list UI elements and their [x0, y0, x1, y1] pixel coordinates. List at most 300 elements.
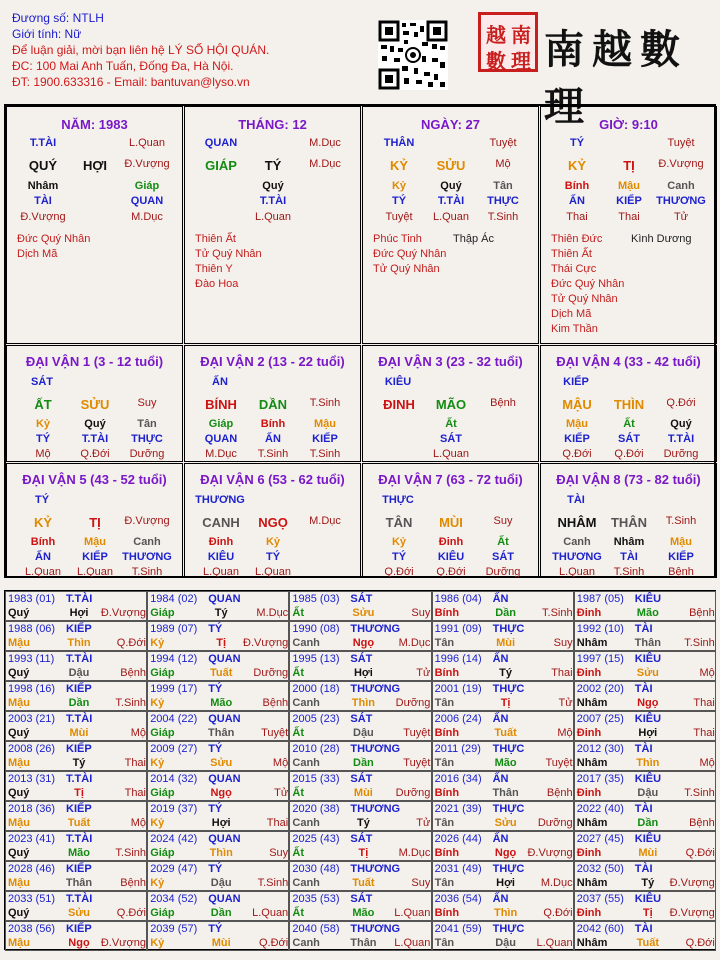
year-label: 2004 (22)	[150, 713, 198, 725]
year-stem: Ất	[292, 787, 304, 799]
year-stem: Kỷ	[150, 937, 165, 949]
year-label: 2016 (34)	[434, 773, 482, 785]
year-label: 2039 (57)	[150, 923, 198, 935]
year-stage: Mộ	[272, 757, 289, 769]
pillar-value: Thai	[566, 211, 588, 223]
year-stage: Suy	[553, 637, 573, 649]
year-god: TÝ	[208, 743, 223, 755]
year-label: 1989 (07)	[150, 623, 198, 635]
year-branch: Thân	[492, 787, 519, 799]
year-stem: Canh	[292, 937, 320, 949]
year-cell	[574, 921, 716, 951]
year-stage: Mộ	[557, 727, 573, 739]
year-cell	[574, 891, 716, 921]
dai-van-value: L.Quan	[24, 566, 62, 578]
year-stem: Quý	[8, 727, 30, 739]
year-god: KIẾP	[66, 743, 92, 755]
year-stage: L.Quan	[536, 937, 573, 949]
year-branch: Dậu	[637, 787, 659, 799]
year-stem: Quý	[8, 667, 30, 679]
dai-van-value: Dưỡng	[129, 448, 165, 460]
dai-van-value: Tân	[137, 418, 157, 430]
year-branch: Thìn	[67, 637, 91, 649]
dai-van-value: THƯƠNG	[552, 551, 602, 563]
year-stem: Canh	[292, 637, 320, 649]
year-god: TÝ	[208, 683, 223, 695]
pillar-value: T.TÀI	[259, 195, 287, 207]
dai-van-value: ẤT	[34, 397, 52, 412]
ten-god: TÝ	[34, 494, 50, 506]
year-stem: Bính	[434, 727, 460, 739]
year-stem: Canh	[292, 697, 320, 709]
year-stage: Thai	[693, 697, 715, 709]
pillar-value: THỰC	[487, 195, 519, 207]
dai-van-value: Kỷ	[265, 536, 281, 548]
pillar-value: T.TÀI	[437, 195, 465, 207]
year-stem: Đinh	[576, 847, 602, 859]
year-god: KIÊU	[634, 593, 662, 605]
year-branch: Thìn	[209, 847, 233, 859]
year-stage: Dưỡng	[395, 787, 431, 799]
pillar-header: NGÀY: 27	[421, 117, 480, 132]
year-branch: Ngọ	[494, 847, 517, 859]
year-branch: Tuất	[636, 937, 659, 949]
year-god: THỰC	[492, 623, 525, 635]
year-label: 2028 (46)	[8, 863, 56, 875]
year-stem: Kỷ	[150, 697, 165, 709]
year-god: ẤN	[492, 713, 509, 725]
year-stem: Tân	[434, 877, 455, 889]
pillar-value: TỊ	[623, 158, 635, 173]
year-label: 1994 (12)	[150, 653, 198, 665]
star-item: Đức Quý Nhân	[17, 233, 91, 245]
year-label: 1999 (17)	[150, 683, 198, 695]
year-label: 2015 (33)	[292, 773, 340, 785]
year-label: 1983 (01)	[8, 593, 56, 605]
dai-van-value: Canh	[133, 536, 161, 548]
year-label: 2037 (55)	[576, 893, 624, 905]
year-label: 1996 (14)	[434, 653, 482, 665]
pillar-value: M.Dục	[131, 211, 163, 223]
year-label: 2007 (25)	[576, 713, 624, 725]
star-item: Đức Quý Nhân	[551, 278, 625, 290]
year-god: KIẾP	[66, 863, 92, 875]
year-stem: Giáp	[150, 907, 175, 919]
dai-van-value: SÁT	[492, 551, 514, 563]
year-label: 1998 (16)	[8, 683, 56, 695]
dai-van-cell	[184, 345, 361, 462]
yearly-table	[4, 590, 716, 950]
year-branch: Mùi	[496, 637, 516, 649]
year-stage: Đ.Vượng	[100, 937, 146, 949]
profile-code: Đương số: NTLH	[12, 11, 104, 25]
year-god: TÀI	[634, 923, 653, 935]
year-stage: Suy	[411, 877, 431, 889]
year-god: TÝ	[208, 863, 223, 875]
year-label: 2013 (31)	[8, 773, 56, 785]
year-stage: Tử	[416, 667, 431, 679]
year-stage: Thai	[124, 757, 146, 769]
pillar-value: T.Sinh	[487, 211, 519, 223]
year-god: QUAN	[208, 713, 241, 725]
year-cell	[147, 681, 289, 711]
year-label: 2025 (43)	[292, 833, 340, 845]
dai-van-value: BÍNH	[205, 397, 237, 412]
pillar-value: GIÁP	[205, 158, 237, 173]
dai-van-value: Suy	[137, 397, 157, 409]
year-stage: Q.Đới	[258, 937, 289, 949]
year-cell	[574, 741, 716, 771]
dai-van-value: KIẾP	[564, 433, 590, 445]
year-branch: Mão	[210, 697, 233, 709]
year-stem: Đinh	[576, 787, 602, 799]
year-stem: Giáp	[150, 667, 175, 679]
qr-code-icon	[378, 20, 448, 90]
dai-van-value: MẬU	[562, 397, 592, 412]
year-god: ẤN	[492, 773, 509, 785]
year-branch: Dậu	[353, 727, 374, 739]
year-god: KIÊU	[634, 713, 662, 725]
year-god: THƯƠNG	[350, 863, 401, 875]
year-cell	[147, 771, 289, 801]
year-label: 2042 (60)	[576, 923, 624, 935]
year-label: 1987 (05)	[576, 593, 624, 605]
year-god: THỰC	[492, 683, 525, 695]
year-stem: Ất	[292, 727, 304, 739]
ten-god: ẤN	[212, 376, 228, 388]
year-branch: Thìn	[636, 757, 660, 769]
year-stem: Kỷ	[150, 817, 165, 829]
year-label: 2014 (32)	[150, 773, 198, 785]
year-label: 2033 (51)	[8, 893, 56, 905]
year-stem: Bính	[434, 667, 460, 679]
year-stem: Nhâm	[576, 757, 608, 769]
year-label: 1995 (13)	[292, 653, 340, 665]
year-cell	[289, 891, 431, 921]
year-god: KIẾP	[66, 623, 92, 635]
year-cell	[289, 831, 431, 861]
dai-van-value: L.Quan	[558, 566, 596, 578]
dai-van-value: M.Dục	[205, 448, 237, 460]
year-god: KIẾP	[66, 923, 92, 935]
dai-van-value: MÃO	[435, 397, 467, 412]
year-stage: Dưỡng	[537, 817, 573, 829]
dai-van-header: ĐẠI VẬN 4 (33 - 42 tuổi)	[556, 354, 701, 369]
dai-van-value: M.Dục	[309, 515, 341, 527]
year-god: THƯƠNG	[350, 683, 401, 695]
year-cell	[5, 741, 147, 771]
year-god: TÀI	[634, 863, 653, 875]
year-branch: Dần	[353, 757, 374, 769]
year-branch: Hợi	[211, 817, 231, 829]
year-cell	[5, 621, 147, 651]
dai-van-value: Suy	[493, 515, 513, 527]
dai-van-value: DẦN	[258, 397, 288, 412]
year-stem: Giáp	[150, 787, 175, 799]
year-cell	[432, 831, 574, 861]
year-god: SÁT	[350, 773, 373, 785]
year-stage: L.Quan	[252, 907, 289, 919]
year-cell	[574, 621, 716, 651]
dai-van-value: KIẾP	[312, 433, 338, 445]
pillar-value: Tuyệt	[385, 211, 413, 223]
year-god: THƯƠNG	[350, 743, 401, 755]
year-branch: Tý	[356, 817, 370, 829]
year-stage: Tuyệt	[545, 757, 573, 769]
year-cell	[574, 801, 716, 831]
pillar-header: NĂM: 1983	[61, 117, 128, 132]
year-stem: Canh	[292, 877, 320, 889]
year-branch: Sửu	[494, 817, 517, 829]
gender: Giới tính: Nữ	[12, 27, 82, 41]
year-stem: Nhâm	[576, 937, 608, 949]
star-item: Tử Quý Nhân	[195, 248, 262, 260]
pillar-value: M.Dục	[309, 158, 341, 170]
pillar-value: Giáp	[134, 180, 160, 192]
pillar-value: Quý	[440, 180, 462, 192]
year-cell	[5, 651, 147, 681]
year-branch: Thân	[208, 727, 235, 739]
year-god: THƯƠNG	[350, 623, 401, 635]
year-label: 2000 (18)	[292, 683, 340, 695]
year-god: THƯƠNG	[350, 923, 401, 935]
year-branch: Thân	[634, 637, 661, 649]
pillar-value: Thai	[618, 211, 640, 223]
year-stem: Ất	[292, 667, 304, 679]
star-item: Kim Thần	[551, 323, 598, 335]
year-cell	[432, 801, 574, 831]
year-stage: Tuyệt	[403, 727, 431, 739]
year-branch: Mùi	[211, 937, 231, 949]
dai-van-value: Mậu	[84, 536, 106, 548]
dai-van-value: Nhâm	[613, 536, 645, 548]
year-cell	[147, 801, 289, 831]
year-god: T.TÀI	[66, 773, 93, 785]
year-label: 2009 (27)	[150, 743, 198, 755]
dai-van-value: MÙI	[439, 515, 463, 530]
year-stage: Mộ	[699, 667, 715, 679]
pillars-grid	[4, 104, 716, 578]
year-cell	[574, 831, 716, 861]
dai-van-value: Q.Đới	[562, 448, 592, 460]
year-stage: M.Dục	[398, 847, 431, 859]
year-label: 1985 (03)	[292, 593, 340, 605]
year-label: 2038 (56)	[8, 923, 56, 935]
year-god: QUAN	[208, 653, 241, 665]
year-cell	[5, 831, 147, 861]
year-god: TÝ	[208, 923, 223, 935]
year-god: TÝ	[208, 803, 223, 815]
pillar-value: Đ.Vượng	[658, 158, 704, 170]
year-stage: Mộ	[699, 757, 715, 769]
year-cell	[5, 591, 147, 621]
pillar-value: T.TÀI	[29, 137, 57, 149]
year-stem: Đinh	[576, 667, 602, 679]
year-branch: Sửu	[636, 667, 659, 679]
year-cell	[574, 711, 716, 741]
dai-van-value: SÁT	[440, 433, 462, 445]
year-stage: M.Dục	[398, 637, 431, 649]
year-label: 2005 (23)	[292, 713, 340, 725]
year-god: THỰC	[492, 803, 525, 815]
year-stem: Quý	[8, 907, 30, 919]
dai-van-value: Ất	[445, 418, 457, 430]
year-god: QUAN	[208, 893, 241, 905]
year-stem: Đinh	[576, 607, 602, 619]
year-stem: Nhâm	[576, 697, 608, 709]
year-god: KIÊU	[634, 653, 662, 665]
dai-van-value: ĐINH	[383, 397, 415, 412]
year-god: THỰC	[492, 923, 525, 935]
year-label: 1992 (10)	[576, 623, 624, 635]
year-cell	[289, 681, 431, 711]
year-cell	[289, 771, 431, 801]
year-cell	[289, 591, 431, 621]
year-stage: Q.Đới	[543, 907, 573, 919]
year-stage: Dưỡng	[395, 697, 431, 709]
header-info	[12, 10, 362, 90]
star-item: Thiên Đức	[551, 233, 603, 245]
year-stem: Giáp	[150, 847, 175, 859]
year-branch: Mùi	[638, 847, 658, 859]
star-item: Đào Hoa	[195, 278, 239, 290]
year-stage: Bệnh	[262, 697, 289, 709]
dai-van-value: L.Quan	[254, 566, 292, 578]
year-label: 2018 (36)	[8, 803, 56, 815]
dai-van-value: Ất	[623, 418, 635, 430]
ten-god: THỰC	[382, 494, 414, 506]
dai-van-value: THÂN	[610, 515, 648, 530]
year-god: TÀI	[634, 743, 653, 755]
year-god: T.TÀI	[66, 593, 93, 605]
dai-van-value: Đinh	[208, 536, 234, 548]
year-stem: Bính	[434, 787, 460, 799]
year-god: KIẾP	[66, 683, 92, 695]
year-label: 2011 (29)	[434, 743, 481, 755]
year-god: QUAN	[208, 773, 241, 785]
year-label: 2010 (28)	[292, 743, 340, 755]
dai-van-value: TÂN	[385, 515, 413, 530]
year-label: 2027 (45)	[576, 833, 624, 845]
pillar-value: KIẾP	[616, 195, 642, 207]
year-god: ẤN	[492, 653, 509, 665]
year-stem: Mậu	[8, 757, 30, 769]
dai-van-value: TÝ	[35, 433, 51, 445]
year-god: ẤN	[492, 833, 509, 845]
pillar-value: KỶ	[389, 158, 409, 173]
pillar-value: Quý	[262, 180, 284, 192]
year-stem: Ất	[292, 907, 304, 919]
star-item: Đức Quý Nhân	[373, 248, 447, 260]
dai-van-value: Bính	[260, 418, 286, 430]
pillar-value: TÝ	[391, 195, 407, 207]
year-stage: L.Quan	[394, 907, 431, 919]
pillar-value: Đ.Vượng	[124, 158, 170, 170]
year-stage: Mộ	[130, 727, 146, 739]
year-label: 2021 (39)	[434, 803, 482, 815]
year-stage: Tử	[416, 817, 431, 829]
year-stem: Canh	[292, 817, 320, 829]
year-branch: Tị	[74, 787, 84, 799]
dai-van-cell	[6, 345, 183, 462]
dai-van-value: KỶ	[33, 515, 53, 530]
year-label: 2030 (48)	[292, 863, 340, 875]
year-stage: Đ.Vượng	[669, 877, 715, 889]
dai-van-value: KIÊU	[207, 551, 235, 563]
year-god: QUAN	[208, 833, 241, 845]
year-stem: Đinh	[576, 907, 602, 919]
year-god: SÁT	[350, 833, 373, 845]
pillar-value: L.Quan	[432, 211, 470, 223]
year-god: KIÊU	[634, 773, 662, 785]
dai-van-cell	[540, 463, 717, 578]
year-god: TÀI	[634, 683, 653, 695]
pillar-value: QUÝ	[28, 158, 58, 173]
year-cell	[432, 651, 574, 681]
pillar-value: KỶ	[567, 158, 587, 173]
year-cell	[432, 861, 574, 891]
year-cell	[289, 861, 431, 891]
year-label: 2041 (59)	[434, 923, 482, 935]
star-item: Thái Cực	[551, 263, 597, 275]
pillar-value: TÀI	[34, 195, 52, 207]
dai-van-header: ĐẠI VẬN 7 (63 - 72 tuổi)	[378, 472, 523, 487]
year-god: TÝ	[208, 623, 223, 635]
dai-van-cell	[6, 463, 183, 578]
year-stage: Bệnh	[546, 787, 573, 799]
year-stem: Canh	[292, 757, 320, 769]
year-branch: Tý	[641, 877, 655, 889]
year-god: SÁT	[350, 593, 373, 605]
year-branch: Tý	[214, 607, 228, 619]
year-cell	[147, 651, 289, 681]
year-cell	[432, 921, 574, 951]
dai-van-value: QUAN	[204, 433, 238, 445]
dai-van-value: Mộ	[35, 448, 51, 460]
year-god: ẤN	[492, 893, 509, 905]
year-label: 2035 (53)	[292, 893, 340, 905]
star-item: Thiên Y	[195, 263, 233, 275]
year-branch: Tị	[500, 697, 511, 709]
year-label: 1986 (04)	[434, 593, 482, 605]
dai-van-value: T.Sinh	[665, 515, 697, 527]
year-stem: Ất	[292, 607, 304, 619]
year-cell	[289, 711, 431, 741]
pillar-header: GIỜ: 9:10	[599, 117, 658, 132]
pillar-value: QUAN	[130, 195, 164, 207]
pillar-value: TÝ	[264, 158, 282, 173]
year-branch: Tý	[72, 757, 86, 769]
year-god: KIÊU	[634, 833, 662, 845]
dai-van-value: Mậu	[566, 418, 588, 430]
ten-god: KIẾP	[563, 376, 589, 388]
year-cell	[574, 651, 716, 681]
star-item: Kình Dương	[631, 233, 692, 245]
year-branch: Dậu	[495, 937, 516, 949]
year-god: TÀI	[634, 623, 653, 635]
year-label: 2026 (44)	[434, 833, 482, 845]
year-stage: Bệnh	[689, 607, 715, 619]
year-branch: Tị	[642, 907, 653, 919]
year-stage: M.Dục	[540, 877, 573, 889]
year-cell	[289, 921, 431, 951]
year-stem: Ất	[292, 847, 304, 859]
dai-van-value: Kỷ	[35, 418, 51, 430]
dai-van-value: L.Quan	[432, 448, 470, 460]
year-stem: Tân	[434, 937, 455, 949]
year-branch: Mùi	[353, 787, 373, 799]
year-god: THỰC	[492, 863, 525, 875]
